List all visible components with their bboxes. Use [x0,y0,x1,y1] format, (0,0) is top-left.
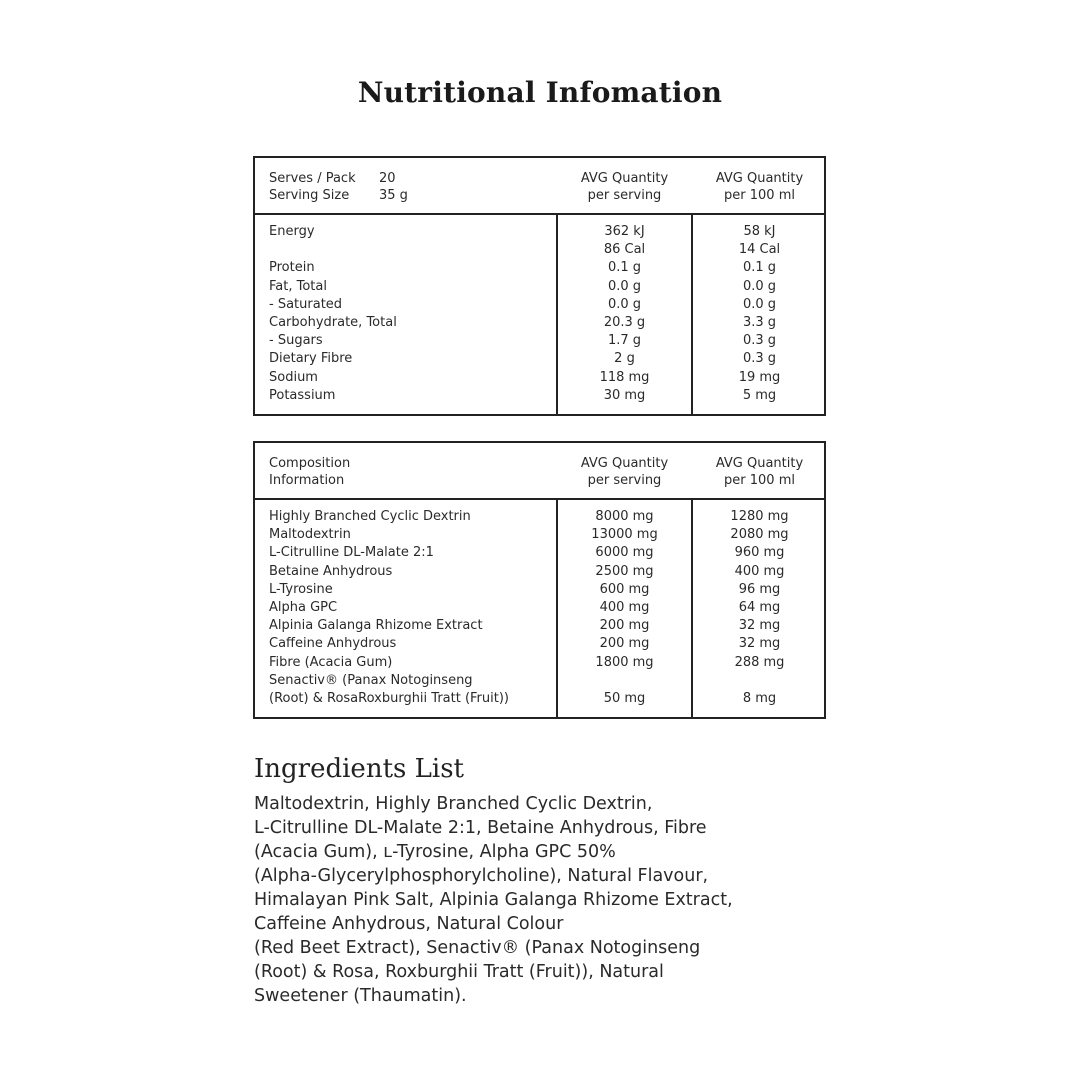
row-name: - Saturated [269,296,343,312]
row-value-per-100ml: 0.0 g [742,278,777,294]
row-value-per-serving: 200 mg [599,636,650,652]
nutrition-col-per-serving-header: AVG Quantity per serving [580,171,669,203]
row-value-per-serving: 13000 mg [591,527,658,543]
table-row [255,508,824,526]
row-value-per-100ml: 3.3 g [742,314,777,330]
nutrition-rows [255,223,824,405]
row-name: Betaine Anhydrous [269,563,393,579]
table-row [255,635,824,653]
row-name: Maltodextrin [269,527,351,543]
composition-col-per-100ml-header: AVG Quantity per 100 ml [715,456,804,488]
row-name: Highly Branched Cyclic Dextrin [269,509,471,524]
nutrition-table-body [255,215,824,414]
row-value-per-serving: 1800 mg [595,654,654,670]
table-row [255,223,824,241]
serving-size-label: Serving Size [269,188,350,203]
table-row [255,581,824,599]
row-value-per-100ml: 19 mg [738,369,781,385]
row-value-per-100ml: 64 mg [738,599,781,615]
row-value-per-100ml: 960 mg [734,545,785,561]
table-row [255,526,824,544]
row-value-per-100ml: 58 kJ [743,224,776,239]
row-value-per-100ml: 0.3 g [742,333,777,349]
row-value-per-serving: 362 kJ [604,224,645,239]
serving-info [269,170,408,204]
table-row [255,314,824,332]
row-value-per-serving: 0.0 g [607,278,642,294]
composition-col-per-serving-header: AVG Quantity per serving [580,456,669,488]
row-value-per-100ml: 1280 mg [730,509,789,524]
table-row [255,296,824,314]
row-value-per-100ml: 32 mg [738,618,781,634]
table-row [255,654,824,672]
row-value-per-100ml: 400 mg [734,563,785,579]
row-value-per-100ml: 288 mg [734,654,785,670]
row-name: Fat, Total [269,278,327,294]
row-name: Dietary Fibre [269,351,353,367]
row-name: Alpinia Galanga Rhizome Extract [269,618,483,634]
table-row [255,544,824,562]
row-value-per-serving: 6000 mg [595,545,654,561]
row-value-per-serving: 400 mg [599,599,650,615]
row-value-per-serving: 20.3 g [603,314,646,330]
row-name: Alpha GPC [269,599,338,615]
row-value-per-serving: 1.7 g [607,333,642,349]
serving-size-value: 35 g [379,188,408,203]
composition-header-label: Composition Information [269,456,351,488]
table-row [255,599,824,617]
page-title: Nutritional Infomation [357,76,723,109]
row-value-per-serving: 200 mg [599,618,650,634]
composition-rows [255,508,824,708]
row-name: Protein [269,260,315,276]
ingredients-title: Ingredients List [254,754,464,784]
table-row [255,563,824,581]
nutrition-col-per-100ml-header: AVG Quantity per 100 ml [715,171,804,203]
row-value-per-100ml: 0.3 g [742,351,777,367]
row-value-per-100ml: 96 mg [738,581,781,597]
row-value-per-serving: 30 mg [603,387,646,403]
row-name: Senactiv® (Panax Notoginseng [269,672,473,688]
row-name: Carbohydrate, Total [269,314,397,330]
row-name: L-Citrulline DL-Malate 2:1 [269,545,434,561]
row-value-per-serving: 0.0 g [607,296,642,312]
row-value-per-100ml: 32 mg [738,636,781,652]
table-row [255,259,824,277]
row-name: Energy [269,224,315,239]
row-value-per-serving: 2500 mg [595,563,654,579]
row-value-per-serving: 2 g [614,351,635,367]
table-row [255,369,824,387]
table-row [255,350,824,368]
row-value-per-100ml: 2080 mg [730,527,789,543]
row-name: Sodium [269,369,318,385]
table-row [255,617,824,635]
composition-table [253,441,826,719]
row-value-per-100ml: 8 mg [742,690,777,706]
row-value-per-100ml: 14 Cal [738,242,781,258]
row-name: (Root) & RosaRoxburghii Tratt (Fruit)) [269,690,509,706]
row-value-per-serving: 50 mg [603,690,646,706]
row-name: Caffeine Anhydrous [269,636,397,652]
table-row [255,332,824,350]
table-row [255,241,824,259]
row-name: Fibre (Acacia Gum) [269,654,393,670]
composition-table-body [255,500,824,717]
table-row [255,672,824,690]
nutrition-table [253,156,826,416]
row-value-per-serving: 86 Cal [603,242,646,258]
row-value-per-serving: 118 mg [599,369,650,385]
row-name: Potassium [269,387,336,403]
row-name: L-Tyrosine [269,581,333,597]
serves-per-pack-label: Serves / Pack [269,171,356,186]
table-row [255,387,824,405]
row-value-per-serving: 600 mg [599,581,650,597]
row-value-per-100ml: 0.1 g [742,260,777,276]
table-row [255,690,824,708]
row-value-per-serving: 8000 mg [595,509,654,524]
row-value-per-100ml: 0.0 g [742,296,777,312]
row-value-per-serving: 0.1 g [607,260,642,276]
table-row [255,278,824,296]
row-name: - Sugars [269,333,323,349]
composition-table-header [255,443,824,500]
row-value-per-100ml: 5 mg [742,387,777,403]
ingredients-text: Maltodextrin, Highly Branched Cyclic Dextrin, L-Citrulline DL-Malate 2:1, Betaine Anhydrous, Fibre (Acacia Gum), ʟ-Tyrosine, Alpha GPC 50% (Alpha-Glycerylphosphorylcholine), Natural Flavour, Himalayan Pink Salt, Alpinia Galanga Rhizome Extract, Caffeine Anhydrous, Natural Colour (Red Beet Extract), Senactiv® (Panax Notoginseng (Root) & Rosa, Roxburghii Tratt (Fruit)), Natural Sweetener (Thaumatin). [254,794,733,1006]
nutrition-table-header [255,158,824,215]
serves-per-pack-value: 20 [379,171,396,186]
